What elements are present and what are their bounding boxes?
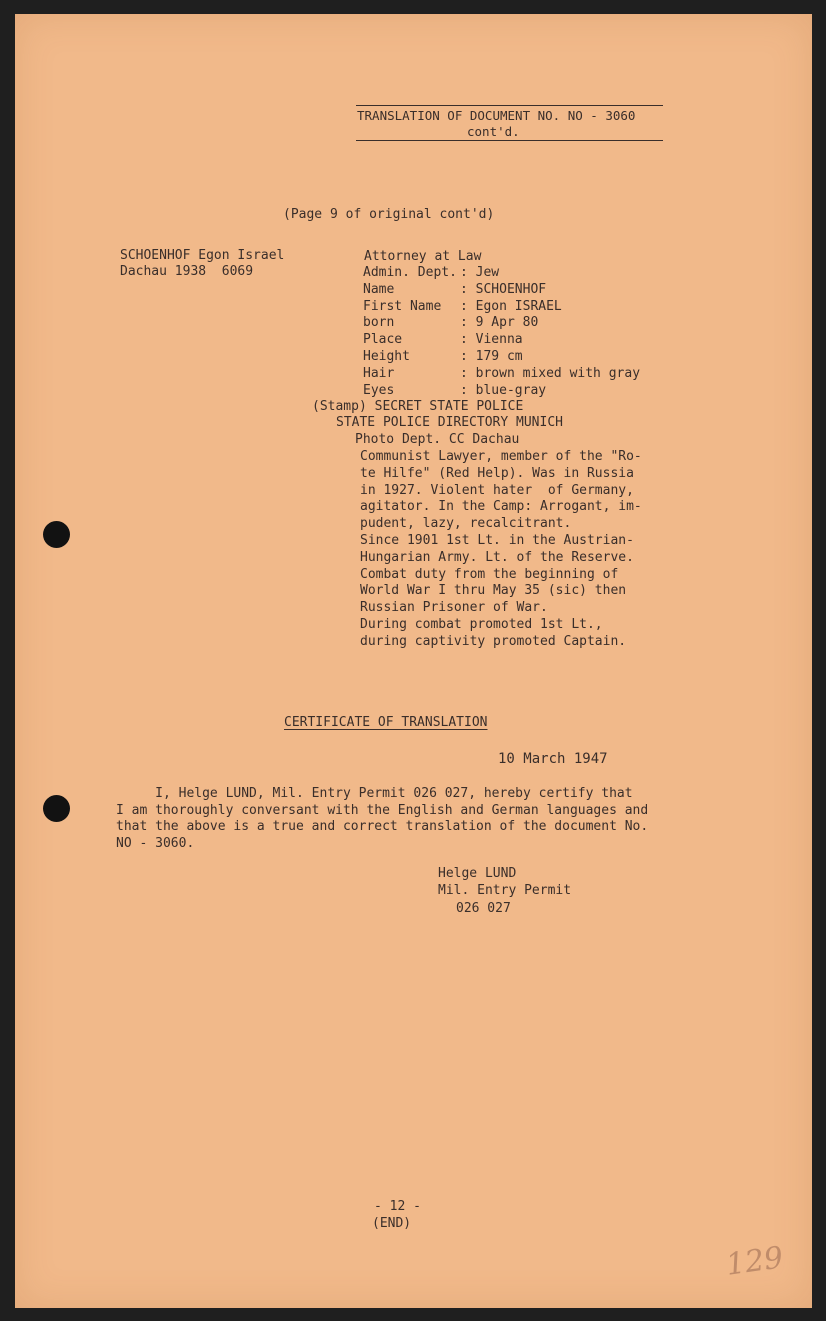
record-field-label: Eyes: [363, 382, 395, 398]
remarks-line: Communist Lawyer, member of the "Ro-: [360, 449, 642, 464]
record-field-label: Place: [363, 332, 403, 348]
record-field-separator: :: [460, 349, 468, 364]
record-field-value: blue-gray: [475, 382, 547, 398]
record-field-label: Height: [363, 349, 410, 364]
record-field-separator: :: [460, 382, 468, 398]
record-field-separator: :: [460, 298, 468, 314]
record-field-value: 9 Apr 80: [475, 315, 539, 331]
record-field-label: Admin. Dept.: [363, 265, 457, 280]
certificate-heading: CERTIFICATE OF TRANSLATION: [284, 715, 488, 730]
record-field-value: 179 cm: [475, 349, 523, 364]
page-note: (Page 9 of original cont'd): [283, 207, 495, 222]
punch-hole-upper: [43, 521, 70, 548]
record-field-row: [363, 265, 499, 282]
remarks-line: during captivity promoted Captain.: [360, 633, 627, 649]
remarks-line: World War I thru May 35 (sic) then: [360, 583, 627, 599]
stamp-line-3: Photo Dept. CC Dachau: [355, 432, 520, 447]
document-title: TRANSLATION OF DOCUMENT NO. NO - 3060: [357, 108, 636, 123]
remarks-line: te Hilfe" (Red Help). Was in Russia: [360, 465, 634, 481]
record-field-separator: :: [460, 281, 468, 297]
stamp-line-2: STATE POLICE DIRECTORY MUNICH: [336, 415, 563, 430]
record-field-separator: :: [460, 332, 468, 348]
header-rule-top: [356, 105, 663, 106]
end-mark: (END): [372, 1216, 412, 1231]
header-rule-bottom: [356, 140, 663, 141]
remarks-line: in 1927. Violent hater of Germany,: [360, 482, 634, 498]
punch-hole-lower: [43, 795, 70, 822]
certificate-body-line: I, Helge LUND, Mil. Entry Permit 026 027, hereby certify that: [116, 786, 633, 801]
record-field-label: First Name: [363, 298, 442, 314]
record-field-label: Name: [363, 281, 395, 297]
document-title-contd: cont'd.: [467, 124, 520, 139]
handwritten-page-number: 129: [723, 1240, 786, 1283]
record-field-separator: :: [460, 265, 468, 280]
signature-permit-number: 026 027: [456, 901, 511, 916]
remarks-line: agitator. In the Camp: Arrogant, im-: [360, 499, 642, 515]
record-field-row: [363, 299, 562, 316]
record-field-label: born: [363, 315, 395, 331]
certificate-body-line: I am thoroughly conversant with the English and German languages and: [116, 802, 649, 818]
subject-camp-number: Dachau 1938 6069: [120, 264, 254, 279]
signature-name: Helge LUND: [438, 866, 517, 881]
record-field-value: Egon ISRAEL: [475, 298, 562, 314]
record-field-value: Jew: [475, 265, 500, 280]
signature-permit: Mil. Entry Permit: [438, 883, 572, 898]
remarks-line: Combat duty from the beginning of: [360, 566, 619, 582]
certificate-date: 10 March 1947: [498, 751, 608, 767]
record-field-row: [363, 349, 523, 366]
record-field-row: [363, 366, 640, 383]
record-field-value: brown mixed with gray: [475, 365, 641, 381]
remarks-line: pudent, lazy, recalcitrant.: [360, 516, 572, 532]
record-field-row: [363, 332, 523, 349]
record-profession: Attorney at Law: [364, 249, 482, 264]
record-field-row: [363, 383, 546, 400]
page-number: - 12 -: [374, 1199, 421, 1214]
remarks-line: Russian Prisoner of War.: [360, 600, 548, 616]
record-field-label: Hair: [363, 365, 395, 381]
record-field-separator: :: [460, 365, 468, 381]
stamp-line-1: (Stamp) SECRET STATE POLICE: [312, 399, 524, 414]
record-field-value: Vienna: [475, 332, 523, 348]
remarks-line: Since 1901 1st Lt. in the Austrian-: [360, 533, 634, 548]
certificate-body-line: that the above is a true and correct translation of the document No.: [116, 819, 649, 834]
record-field-separator: :: [460, 315, 468, 331]
record-field-row: [363, 282, 546, 299]
remarks-line: During combat promoted 1st Lt.,: [360, 617, 603, 632]
certificate-body-line: NO - 3060.: [116, 835, 195, 851]
subject-name: SCHOENHOF Egon Israel: [120, 248, 285, 263]
record-field-row: [363, 315, 538, 332]
remarks-line: Hungarian Army. Lt. of the Reserve.: [360, 549, 634, 565]
record-field-value: SCHOENHOF: [475, 281, 547, 297]
